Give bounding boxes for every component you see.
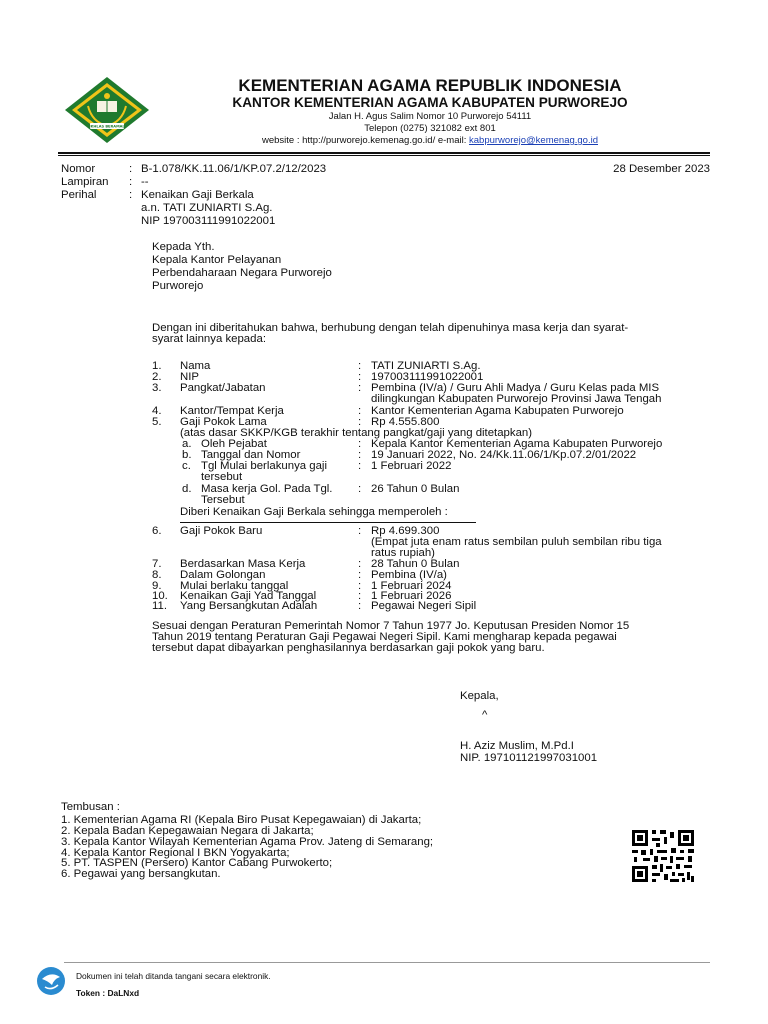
qr-code-icon — [630, 828, 696, 884]
org-subtitle: KANTOR KEMENTERIAN AGAMA KABUPATEN PURWOREJO — [232, 95, 628, 110]
footer-token: Token : DaLNxd — [76, 988, 140, 998]
sub-item-value: Kepala Kantor Kementerian Agama Kabupaten Purworejo — [371, 438, 663, 450]
colon: : — [358, 558, 362, 570]
website-text: website : http://purworejo.kemenag.go.id/ e-mail: — [262, 135, 469, 146]
item-label: NIP — [180, 371, 199, 383]
item-label: Kantor/Tempat Kerja — [180, 405, 284, 417]
sub-item-label-continued: Tersebut — [201, 494, 245, 506]
raise-note-underline — [180, 522, 476, 523]
colon: : — [358, 590, 362, 602]
letterhead-divider-thin — [58, 155, 710, 156]
tembusan-item: 4. Kepala Kantor Regional I BKN Yogyakarta; — [61, 847, 290, 859]
sub-item-letter: d. — [182, 483, 192, 495]
org-address: Jalan H. Agus Salim Nomor 10 Purworejo 54111 — [328, 111, 532, 122]
recipient-line: Kepada Yth. — [152, 241, 215, 253]
item-label: Pangkat/Jabatan — [180, 382, 266, 394]
item-label: Yang Bersangkutan Adalah — [180, 600, 318, 612]
item-number: 10. — [152, 590, 168, 602]
recipient-line: Kepala Kantor Pelayanan — [152, 254, 282, 266]
svg-text:IKHLAS BERAMAL: IKHLAS BERAMAL — [89, 124, 125, 129]
tembusan-item: 6. Pegawai yang bersangkutan. — [61, 868, 221, 880]
item-number: 4. — [152, 405, 162, 417]
colon: : — [129, 163, 133, 175]
intro-line: Dengan ini diberitahukan bahwa, berhubung dengan telah dipenuhinya masa kerja dan syarat- — [152, 322, 629, 334]
org-contact-line — [150, 135, 710, 147]
item-value: 197003111991022001 — [371, 371, 484, 383]
item-value: Pembina (IV/a) — [371, 569, 447, 581]
footer-divider — [64, 962, 710, 963]
colon: : — [358, 483, 362, 495]
colon: : — [358, 405, 362, 417]
item-label: Gaji Pokok Lama — [180, 416, 267, 428]
item-number: 11. — [152, 600, 167, 612]
e-signature-logo-icon — [36, 965, 66, 997]
item-value: 1 Februari 2024 — [371, 580, 452, 592]
colon: : — [358, 360, 362, 372]
item-number: 2. — [152, 371, 162, 383]
colon: : — [358, 460, 362, 472]
item-value: Rp 4.555.800 — [371, 416, 440, 428]
item-value: Kantor Kementerian Agama Kabupaten Purworejo — [371, 405, 624, 417]
signature-mark: ^ — [482, 709, 488, 721]
org-phone: Telepon (0275) 321082 ext 801 — [364, 123, 496, 134]
footer-note: Dokumen ini telah ditanda tangani secara elektronik. — [76, 971, 271, 981]
sub-item-label: Tanggal dan Nomor — [201, 449, 301, 461]
new-salary-value: Rp 4.699.300 — [371, 525, 440, 537]
sub-item-value: 1 Februari 2022 — [371, 460, 452, 472]
item-number: 1. — [152, 360, 162, 372]
recipient-line: Purworejo — [152, 280, 204, 292]
signer-nip: NIP. 197101121997031001 — [460, 752, 598, 764]
item-number: 6. — [152, 525, 162, 537]
tembusan-item: 1. Kementerian Agama RI (Kepala Biro Pusat Kepegawaian) di Jakarta; — [61, 814, 422, 826]
raise-note: Diberi Kenaikan Gaji Berkala sehingga memperoleh : — [180, 506, 448, 518]
sub-item-letter: b. — [182, 449, 192, 461]
sub-item-letter: a. — [182, 438, 192, 450]
intro-line: syarat lainnya kepada: — [152, 333, 266, 345]
item-number: 5. — [152, 416, 162, 428]
item-value: TATI ZUNIARTI S.Ag. — [371, 360, 481, 372]
lampiran-value: -- — [141, 176, 149, 188]
closing-line: Tahun 2019 tentang Peraturan Gaji Pegawai Negeri Sipil. Kami mengharap kepada pegawai — [152, 631, 617, 643]
signature-title: Kepala, — [460, 690, 499, 702]
item-value-continued: dilingkungan Kabupaten Purworejo Provinsi Jawa Tengah — [371, 393, 662, 405]
item-label: Dalam Golongan — [180, 569, 266, 581]
colon: : — [358, 416, 362, 428]
kemenag-logo — [64, 76, 150, 144]
signer-name: H. Aziz Muslim, M.Pd.I — [460, 740, 574, 752]
item-label: Mulai berlaku tanggal — [180, 580, 289, 592]
colon: : — [358, 371, 362, 383]
sub-item-label-continued: tersebut — [201, 471, 243, 483]
item-label: Kenaikan Gaji Yad Tanggal — [180, 590, 317, 602]
recipient-line: Perbendaharaan Negara Purworejo — [152, 267, 332, 279]
item-label: Nama — [180, 360, 211, 372]
lampiran-label: Lampiran — [61, 176, 109, 188]
tembusan-title: Tembusan : — [61, 801, 120, 813]
item-label: Berdasarkan Masa Kerja — [180, 558, 306, 570]
perihal-line: NIP 197003111991022001 — [141, 215, 276, 227]
perihal-line: Kenaikan Gaji Berkala — [141, 189, 254, 201]
item-value: 1 Februari 2026 — [371, 590, 452, 602]
item-number: 8. — [152, 569, 162, 581]
colon: : — [358, 580, 362, 592]
colon: : — [358, 600, 362, 612]
colon: : — [358, 569, 362, 581]
tembusan-item: 5. PT. TASPEN (Persero) Kantor Cabang Purwokerto; — [61, 857, 333, 869]
item-value: 28 Tahun 0 Bulan — [371, 558, 460, 570]
letterhead-divider — [58, 152, 710, 154]
sub-item-label: Masa kerja Gol. Pada Tgl. — [201, 483, 333, 495]
closing-line: tersebut dapat dibayarkan penghasilannya berdasarkan gaji pokok yang baru. — [152, 642, 545, 654]
colon: : — [358, 449, 362, 461]
org-title: KEMENTERIAN AGAMA REPUBLIK INDONESIA — [238, 76, 622, 95]
nomor-value: B-1.078/KK.11.06/1/KP.07.2/12/2023 — [141, 163, 327, 175]
item-label: Gaji Pokok Baru — [180, 525, 263, 537]
item-number: 7. — [152, 558, 162, 570]
tembusan-item: 3. Kepala Kantor Wilayah Kementerian Agama Prov. Jateng di Semarang; — [61, 836, 434, 848]
basis-note: (atas dasar SKKP/KGB terakhir tentang pangkat/gaji yang ditetapkan) — [180, 427, 533, 439]
tembusan-item: 2. Kepala Badan Kepegawaian Negara di Jakarta; — [61, 825, 314, 837]
colon: : — [358, 525, 362, 537]
new-salary-words: (Empat juta enam ratus sembilan puluh sembilan ribu tiga — [371, 536, 662, 548]
item-value: Pembina (IV/a) / Guru Ahli Madya / Guru Kelas pada MIS — [371, 382, 660, 394]
item-value: Pegawai Negeri Sipil — [371, 600, 477, 612]
sub-item-label: Tgl Mulai berlakunya gaji — [201, 460, 327, 472]
perihal-line: a.n. TATI ZUNIARTI S.Ag. — [141, 202, 273, 214]
perihal-label: Perihal — [61, 189, 97, 201]
sub-item-value: 19 Januari 2022, No. 24/Kk.11.06/1/Kp.07.2/01/2022 — [371, 449, 637, 461]
item-number: 9. — [152, 580, 162, 592]
colon: : — [358, 382, 362, 394]
email-link[interactable]: kabpurworejo@kemenag.go.id — [469, 135, 598, 146]
colon: : — [129, 176, 133, 188]
item-number: 3. — [152, 382, 162, 394]
sub-item-letter: c. — [182, 460, 191, 472]
sub-item-label: Oleh Pejabat — [201, 438, 267, 450]
nomor-label: Nomor — [61, 163, 96, 175]
sub-item-value: 26 Tahun 0 Bulan — [371, 483, 460, 495]
colon: : — [129, 189, 133, 201]
closing-line: Sesuai dengan Peraturan Pemerintah Nomor 7 Tahun 1977 Jo. Keputusan Presiden Nomor 15 — [152, 620, 630, 632]
letter-date: 28 Desember 2023 — [613, 163, 710, 175]
colon: : — [358, 438, 362, 450]
new-salary-words-continued: ratus rupiah) — [371, 547, 435, 559]
